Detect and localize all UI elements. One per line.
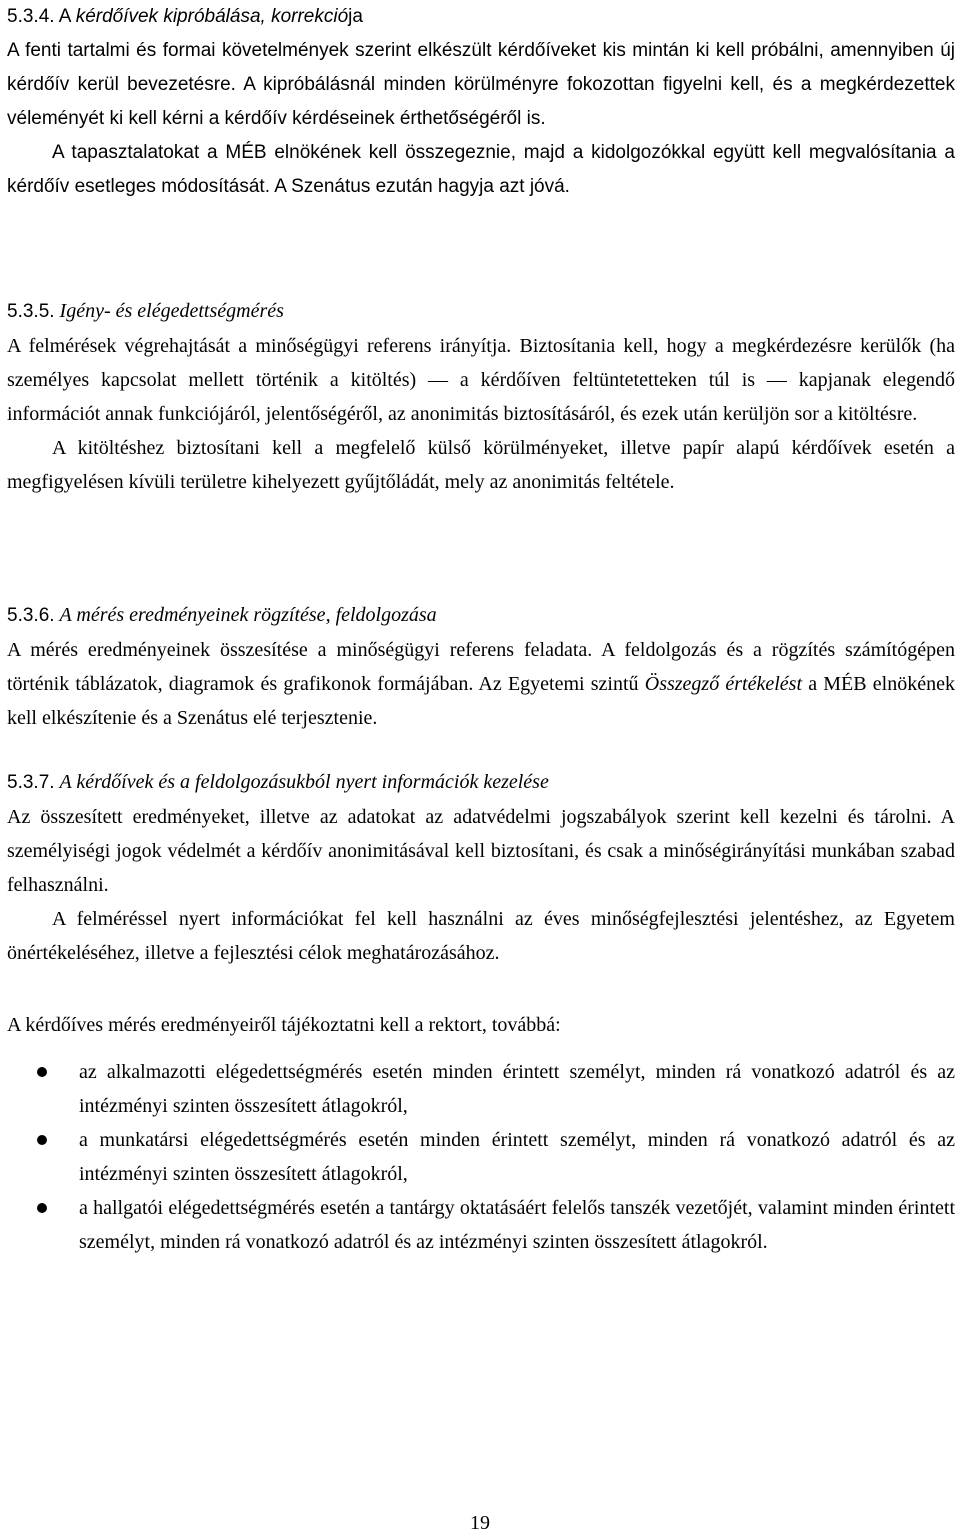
section-number: 5.3.7. <box>7 772 55 793</box>
list-item-text: a munkatársi elégedettségmérés esetén minden érintett személyt, minden rá vonatkozó adatról és az intézményi szinten összesített átlagokról, <box>79 1129 955 1185</box>
text-run: a MÉB elnökének kell elkészítenie és a Szenátus elé terjesztenie. <box>7 673 955 729</box>
list-intro: A kérdőíves mérés eredményeiről tájékoztatni kell a rektort, továbbá: <box>7 1014 561 1036</box>
paragraph <box>7 633 955 735</box>
paragraph: A tapasztalatokat a MÉB elnökének kell összegeznie, majd a kidolgozókkal együtt kell megvalósítania a kérdőív esetleges módosítását. A Szenátus ezután hagyja azt jóvá. <box>7 142 955 197</box>
section-title: A kérdőívek és a feldolgozásukból nyert információk kezelése <box>59 771 549 793</box>
section-5-3-4 <box>7 0 955 204</box>
section-number: 5.3.5. <box>7 301 55 322</box>
section-title-tail: ja <box>348 6 363 27</box>
list-item-text: az alkalmazotti elégedettségmérés esetén minden érintett személyt, minden rá vonatkozó adatról és az intézményi szinten összesített átlagokról, <box>79 1061 955 1117</box>
paragraph: Az összesített eredményeket, illetve az adatokat az adatvédelmi jogszabályok szerint kell kezelni és tárolni. A személyiségi jogok védelmét a kérdőív anonimitásával kell biztosítani, és csak a minőségirányítási munkában szabad felhasználni. <box>7 806 955 896</box>
section-title-lead: A <box>58 6 76 27</box>
list-item-text: a hallgatói elégedettségmérés esetén a tantárgy oktatásáért felelős tanszék vezetőjét, valamint minden érintett személyt, minden rá vonatkozó adatról és az intézményi szinten összesített átlagokról. <box>79 1197 955 1253</box>
section-heading <box>7 0 955 34</box>
list-item <box>7 1191 955 1259</box>
list-item <box>7 1123 955 1191</box>
page-number: 19 <box>470 1512 490 1534</box>
paragraph: A fenti tartalmi és formai követelmények szerint elkészült kérdőíveket kis mintán ki kell próbálni, amennyiben új kérdőív kerül bevezetésre. A kipróbálásnál minden körülményre fokozottan figyelni kell, és a megkérdezettek véleményét ki kell kérni a kérdőív kérdéseinek érthetőségéről is. <box>7 40 955 129</box>
text-run-italic: Összegző értékelést <box>644 673 803 695</box>
section-title: A mérés eredményeinek rögzítése, feldolgozása <box>59 604 437 626</box>
section-5-3-6 <box>7 598 955 735</box>
bullet-icon <box>37 1135 47 1145</box>
section-5-3-7 <box>7 765 955 970</box>
paragraph: A felmérések végrehajtását a minőségügyi referens irányítja. Biztosítania kell, hogy a megkérdezésre kerülők (ha személyes kapcsolat mellett történik a kitöltés) ― a kérdőíven feltüntetetteken túl is ― kapjanak elegendő információt annak funkciójáról, jelentőségéről, az anonimitás biztosításáról, és ezek után kerüljön sor a kitöltésre. <box>7 335 955 425</box>
section-number: 5.3.6. <box>7 605 55 626</box>
section-title: Igény- és elégedettségmérés <box>59 300 284 322</box>
rector-info <box>7 1008 955 1259</box>
bullet-icon <box>37 1067 47 1077</box>
text-run: A mérés eredményeinek összesítése a minőségügyi referens feladata. A feldolgozás és a rögzítés számítógépen történik táblázatok, diagramok és grafikonok formájában. Az Egyetemi szintű <box>7 639 955 695</box>
section-heading <box>7 294 955 329</box>
section-number: 5.3.4. <box>7 6 55 27</box>
paragraph: A felméréssel nyert információkat fel kell használni az éves minőségfejlesztési jelentéshez, az Egyetem önértékeléséhez, illetve a fejlesztési célok meghatározásához. <box>7 908 955 964</box>
section-title: kérdőívek kipróbálása, korrekció <box>75 6 349 27</box>
section-heading <box>7 765 955 800</box>
section-heading <box>7 598 955 633</box>
section-5-3-5 <box>7 294 955 499</box>
bullet-icon <box>37 1203 47 1213</box>
bullet-list <box>7 1055 955 1259</box>
list-item <box>7 1055 955 1123</box>
paragraph: A kitöltéshez biztosítani kell a megfelelő külső körülményeket, illetve papír alapú kérdőívek esetén a megfigyelésen kívüli területre kihelyezett gyűjtőládát, mely az anonimitás feltétele. <box>7 437 955 493</box>
